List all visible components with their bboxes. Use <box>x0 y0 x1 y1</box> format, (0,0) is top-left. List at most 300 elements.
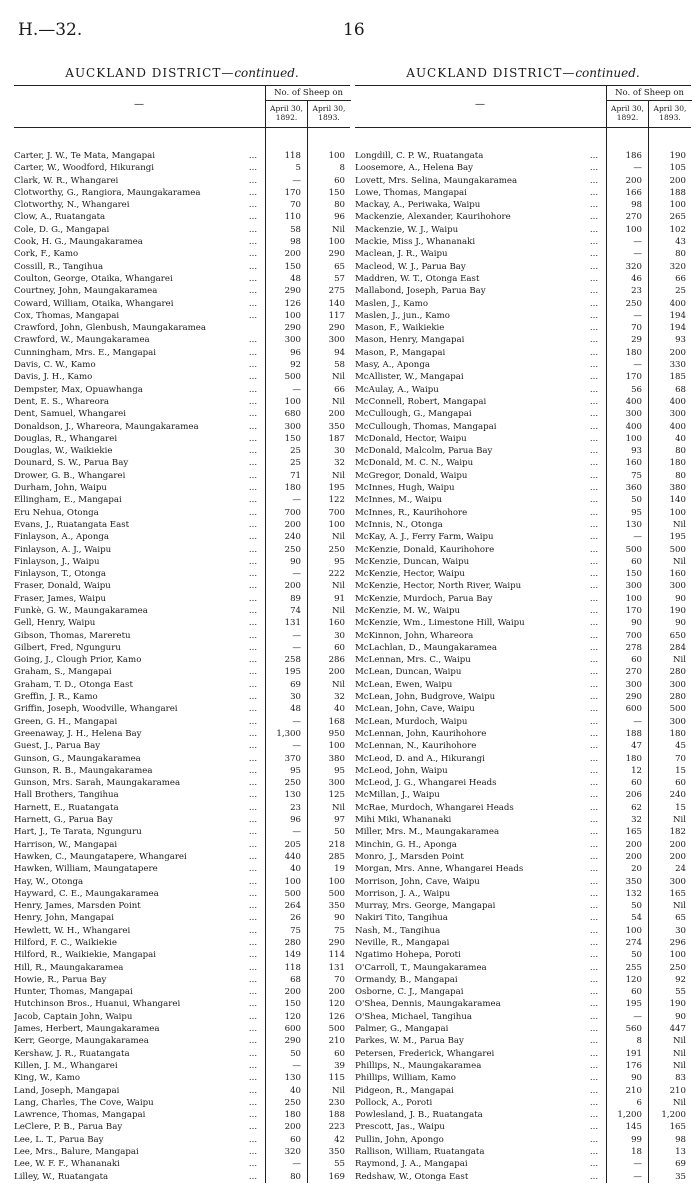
sheep-1893: 100 <box>328 237 345 248</box>
table-row <box>355 900 691 912</box>
leader-dots: ... <box>589 175 599 186</box>
sheep-1892: 200 <box>284 519 301 530</box>
owner-name: Mason, F., Waikiekie <box>355 323 445 334</box>
sheep-1892: 93 <box>631 446 642 457</box>
district-title <box>355 64 691 82</box>
table-row <box>355 248 691 260</box>
sheep-1893: 80 <box>675 446 686 457</box>
table-row <box>355 507 691 519</box>
owner-name: Maddren, W. T., Otonga East <box>355 273 480 284</box>
leader-dots: ... <box>248 974 258 985</box>
leader-dots: ... <box>248 593 258 604</box>
owner-name: Hutchinson Bros., Huanui, Whangarei <box>14 999 181 1010</box>
leader-dots: ... <box>589 679 599 690</box>
sheep-1892: — <box>292 1060 301 1071</box>
sheep-1892: 96 <box>290 815 301 826</box>
sheep-1892: 440 <box>284 851 301 862</box>
table-row <box>355 187 691 199</box>
sheep-1893: 285 <box>328 851 345 862</box>
sheep-1893: Nil <box>672 901 686 912</box>
sheep-1892: — <box>292 1159 301 1170</box>
sheep-1892: 186 <box>625 151 642 161</box>
leader-dots: ... <box>248 237 258 248</box>
owner-name: Harnett, G., Parua Bay <box>14 815 113 826</box>
sheep-1893: 500 <box>669 704 686 715</box>
district-title-suffix: continued. <box>234 66 299 80</box>
owner-name: McLeod, D. and A., Hikurangi <box>355 753 485 764</box>
table-row <box>14 630 350 642</box>
sheep-1892: 200 <box>284 249 301 260</box>
table-row <box>14 1158 350 1170</box>
leader-dots: ... <box>248 1036 258 1047</box>
sheep-1893: 15 <box>675 765 686 776</box>
sheep-1892: 98 <box>631 200 642 211</box>
owner-name: McCullough, G., Mangapai <box>355 409 472 420</box>
sheep-1893: 500 <box>669 544 686 555</box>
leader-dots: ... <box>589 433 599 444</box>
sheep-1892: 300 <box>625 409 642 420</box>
sheep-1892: 191 <box>625 1048 642 1059</box>
table-row <box>14 1023 350 1035</box>
sheep-1892: — <box>292 716 301 727</box>
table-row <box>14 187 350 199</box>
owner-name: Going, J., Clough Prior, Kamo <box>14 655 142 666</box>
sheep-1893: Nil <box>672 1036 686 1047</box>
leader-dots: ... <box>589 692 599 703</box>
sheep-1892: 126 <box>284 298 301 309</box>
sheep-1893: 120 <box>328 999 345 1010</box>
sheep-1892: 200 <box>625 851 642 862</box>
sheep-1892: — <box>633 237 642 248</box>
sheep-1892: 23 <box>290 802 301 813</box>
sheep-1892: 110 <box>284 212 301 223</box>
sheep-1892: 258 <box>284 655 301 666</box>
table-row <box>355 839 691 851</box>
table-row <box>14 162 350 174</box>
table-row <box>14 396 350 408</box>
leader-dots: ... <box>589 815 599 826</box>
sheep-1892: 100 <box>284 876 301 887</box>
sheep-1893: 190 <box>669 151 686 161</box>
table-row <box>14 310 350 322</box>
sheep-1893: Nil <box>331 532 345 543</box>
owner-name: Gunson, Mrs. Sarah, Maungakaramea <box>14 778 181 789</box>
owner-name: Greenaway, J. H., Helena Bay <box>14 728 142 739</box>
owner-name: Cook, H. G., Maungakaramea <box>14 237 143 248</box>
owner-name: Clotworthy, N., Whangarei <box>14 200 130 211</box>
leader-dots: ... <box>589 409 599 420</box>
leader-dots: ... <box>248 802 258 813</box>
sheep-1892: — <box>633 716 642 727</box>
owner-name: LeClere, P. B., Parua Bay <box>14 1122 123 1133</box>
sheep-1893: Nil <box>672 1097 686 1108</box>
leader-dots: ... <box>589 396 599 407</box>
leader-dots: ... <box>589 1073 599 1084</box>
sheep-1892: 290 <box>284 286 301 297</box>
owner-name: Hilford, F. C., Waikiekie <box>14 938 118 948</box>
sheep-1893: 91 <box>334 593 345 604</box>
leader-dots: ... <box>248 396 258 407</box>
sheep-1892: 90 <box>290 556 301 567</box>
leader-dots: ... <box>589 310 599 321</box>
owner-name: Durham, John, Waipu <box>14 483 107 494</box>
sheep-1892: 150 <box>284 999 301 1010</box>
sheep-1893: 24 <box>675 864 686 875</box>
table-row <box>14 1121 350 1133</box>
table-row <box>355 753 691 765</box>
table-row <box>355 322 691 334</box>
sheep-1892: — <box>292 495 301 506</box>
leader-dots: ... <box>248 556 258 567</box>
sheep-1893: 55 <box>675 987 686 998</box>
table-row <box>14 986 350 998</box>
sheep-1893: 102 <box>669 224 686 235</box>
table-row <box>355 199 691 211</box>
sheep-1892: 5 <box>295 163 301 174</box>
leader-dots: ... <box>589 753 599 764</box>
leader-dots: ... <box>248 151 258 161</box>
sheep-1893: 168 <box>328 716 345 727</box>
sheep-1892: 300 <box>284 421 301 432</box>
table-row <box>14 1085 350 1097</box>
table-row <box>355 802 691 814</box>
owner-name: Prescott, Jas., Waipu <box>355 1122 445 1133</box>
owner-name: Lovett, Mrs. Selina, Maungakaramea <box>355 175 518 186</box>
page-number: 16 <box>343 20 365 40</box>
table-row <box>355 433 691 445</box>
table-row <box>355 937 691 949</box>
sheep-1892: — <box>633 1159 642 1170</box>
sheep-1893: 100 <box>328 741 345 752</box>
table-row <box>14 347 350 359</box>
sheep-1892: 48 <box>290 704 301 715</box>
owner-name: Miller, Mrs. M., Maungakaramea <box>355 827 500 838</box>
table-row <box>14 482 350 494</box>
owner-name: Mihi Miki, Whananaki <box>355 815 452 826</box>
leader-dots: ... <box>589 286 599 297</box>
table-row <box>355 691 691 703</box>
sheep-1892: 560 <box>625 1024 642 1035</box>
sheep-1892: 205 <box>284 839 301 850</box>
leader-dots: ... <box>248 815 258 826</box>
sheep-1892: 40 <box>290 1085 301 1096</box>
leader-dots: ... <box>589 655 599 666</box>
sheep-1893: 275 <box>328 286 345 297</box>
table-row <box>355 482 691 494</box>
owner-name: Eru Nehua, Otonga <box>14 507 99 518</box>
leader-dots: ... <box>248 605 258 616</box>
owner-name: Graham, T. D., Otonga East <box>14 679 133 690</box>
leader-dots: ... <box>248 1085 258 1096</box>
sheep-1892: 130 <box>284 790 301 801</box>
table-row <box>14 236 350 248</box>
sheep-1893: 125 <box>328 790 345 801</box>
table-row <box>355 1146 691 1158</box>
sheep-1893: 210 <box>669 1085 686 1096</box>
leader-dots: ... <box>248 360 258 371</box>
owner-name: Carter, J. W., Te Mata, Mangapai <box>14 151 156 161</box>
table-row <box>355 1085 691 1097</box>
sheep-1893: 40 <box>675 433 686 444</box>
table-row <box>14 912 350 924</box>
owner-name: Fraser, James, Waipu <box>14 593 106 604</box>
sheep-1893: 70 <box>675 753 686 764</box>
owner-name: McGregor, Donald, Waipu <box>355 470 468 481</box>
owner-name: Ngatimo Hohepa, Poroti <box>355 950 461 961</box>
sheep-1893: 80 <box>675 470 686 481</box>
leader-dots: ... <box>248 950 258 961</box>
sheep-1892: 180 <box>625 753 642 764</box>
leader-dots: ... <box>248 347 258 358</box>
table-row <box>14 937 350 949</box>
table-row <box>355 519 691 531</box>
owner-name: McDonald, Hector, Waipu <box>355 433 467 444</box>
table-row <box>14 802 350 814</box>
sheep-1892: 118 <box>284 151 301 161</box>
owner-name: Dent, E. S., Whareora <box>14 396 110 407</box>
sheep-1892: 92 <box>290 360 301 371</box>
owner-name: McLean, Murdoch, Waipu <box>355 716 468 727</box>
sheep-1893: 188 <box>669 187 686 198</box>
leader-dots: ... <box>248 938 258 948</box>
leader-dots: ... <box>589 999 599 1010</box>
sheep-1893: 350 <box>328 1147 345 1158</box>
sheep-1893: 300 <box>669 581 686 592</box>
leader-dots: ... <box>589 323 599 334</box>
sheep-1892: 200 <box>625 839 642 850</box>
sheep-1892: 75 <box>290 925 301 936</box>
sheep-1893: 200 <box>669 347 686 358</box>
sheep-1892: 150 <box>625 569 642 580</box>
owner-name: Carter, W., Woodford, Hikurangi <box>14 163 155 174</box>
sheep-1893: 8 <box>339 163 345 174</box>
sheep-1892: 6 <box>636 1097 642 1108</box>
sheep-1892: 130 <box>284 1073 301 1084</box>
table-body <box>14 150 350 1183</box>
sheep-1893: 188 <box>328 1110 345 1121</box>
table-row <box>355 347 691 359</box>
sheep-1892: 165 <box>625 827 642 838</box>
sheep-1893: 57 <box>334 273 345 284</box>
table-row <box>355 826 691 838</box>
year-1893-header: April 30, 1893. <box>307 101 350 127</box>
leader-dots: ... <box>248 888 258 899</box>
owner-name: Land, Joseph, Mangapai <box>14 1085 120 1096</box>
table-row <box>355 925 691 937</box>
leader-dots: ... <box>248 384 258 395</box>
sheep-1892: 1,300 <box>276 728 301 739</box>
year-1892-header: April 30, 1892. <box>265 101 307 127</box>
leader-dots: ... <box>589 618 599 629</box>
sheep-1893: 32 <box>334 692 345 703</box>
leader-dots: ... <box>589 901 599 912</box>
sheep-1893: 140 <box>669 495 686 506</box>
sheep-1893: 90 <box>675 593 686 604</box>
leader-dots: ... <box>589 1011 599 1022</box>
table-row <box>355 1158 691 1170</box>
sheep-1892: 250 <box>284 544 301 555</box>
table-row <box>355 740 691 752</box>
table-row <box>14 949 350 961</box>
leader-dots: ... <box>248 286 258 297</box>
sheep-1892: 290 <box>625 692 642 703</box>
sheep-1892: 130 <box>625 519 642 530</box>
leader-dots: ... <box>589 519 599 530</box>
sheep-1892: 170 <box>284 187 301 198</box>
sheep-1892: 500 <box>284 372 301 383</box>
table-row <box>355 396 691 408</box>
owner-name: Clark, W. R., Whangarei <box>14 175 119 186</box>
sheep-1893: 380 <box>328 753 345 764</box>
sheep-1893: 32 <box>334 458 345 469</box>
owner-name: Mackay, A., Periwaka, Waipu <box>355 200 481 211</box>
sheep-1893: 94 <box>334 347 345 358</box>
leader-dots: ... <box>589 421 599 432</box>
table-row <box>355 728 691 740</box>
sheep-1892: 120 <box>284 1011 301 1022</box>
owner-name: Cox, Thomas, Mangapai <box>14 310 120 321</box>
sheep-1893: 30 <box>334 446 345 457</box>
owner-name: Hill, R., Maungakaramea <box>14 962 124 973</box>
sheep-1892: 47 <box>631 741 642 752</box>
sheep-1892: — <box>633 1171 642 1182</box>
table-row <box>14 433 350 445</box>
sheep-1893: 169 <box>328 1171 345 1182</box>
table-row <box>14 1146 350 1158</box>
sheep-1892: 270 <box>625 212 642 223</box>
sheep-1892: 180 <box>625 347 642 358</box>
sheep-1893: Nil <box>331 470 345 481</box>
leader-dots: ... <box>589 987 599 998</box>
sheep-1892: 255 <box>625 962 642 973</box>
leader-dots: ... <box>248 716 258 727</box>
sheep-1893: 60 <box>675 778 686 789</box>
sheep-1892: 680 <box>284 409 301 420</box>
sheep-1893: 90 <box>675 1011 686 1022</box>
table-row <box>14 273 350 285</box>
table-row <box>355 679 691 691</box>
leader-dots: ... <box>248 569 258 580</box>
leader-dots: ... <box>248 1073 258 1084</box>
sheep-1893: 222 <box>328 569 345 580</box>
leader-dots: ... <box>248 298 258 309</box>
leader-dots: ... <box>248 532 258 543</box>
district-title-suffix: continued. <box>575 66 640 80</box>
sheep-1893: 126 <box>328 1011 345 1022</box>
leader-dots: ... <box>589 298 599 309</box>
page-header <box>0 20 700 44</box>
leader-dots: ... <box>248 728 258 739</box>
sheep-1893: 700 <box>328 507 345 518</box>
table-row <box>14 716 350 728</box>
table-row <box>14 777 350 789</box>
sheep-1892: 100 <box>625 925 642 936</box>
leader-dots: ... <box>589 876 599 887</box>
owner-name: Funkè, G. W., Maungakaramea <box>14 605 148 616</box>
leader-dots: ... <box>589 667 599 678</box>
sheep-1893: 400 <box>669 396 686 407</box>
owner-name: Kershaw, J. R., Ruatangata <box>14 1048 130 1059</box>
sheep-1892: 30 <box>290 692 301 703</box>
owner-name: Harnett, E., Ruatangata <box>14 802 119 813</box>
table-row <box>355 888 691 900</box>
leader-dots: ... <box>589 974 599 985</box>
table-row <box>14 789 350 801</box>
owner-name: Parkes, W. M., Parua Bay <box>355 1036 464 1047</box>
sheep-1892: 75 <box>631 470 642 481</box>
table-row <box>14 544 350 556</box>
table-row <box>355 666 691 678</box>
sheep-1893: 286 <box>328 655 345 666</box>
table-row <box>355 605 691 617</box>
owner-name: Davis, C. W., Kamo <box>14 360 96 371</box>
table-row <box>14 507 350 519</box>
sheep-1893: 100 <box>669 507 686 518</box>
table-row <box>355 261 691 273</box>
leader-dots: ... <box>589 360 599 371</box>
sheep-1892: — <box>292 175 301 186</box>
sheep-1892: 250 <box>284 778 301 789</box>
table-row <box>355 310 691 322</box>
owner-name: Finlayson, A. J., Waipu <box>14 544 112 555</box>
owner-name: Murray, Mrs. George, Mangapai <box>355 901 496 912</box>
sheep-1893: 380 <box>669 483 686 494</box>
owner-name: Cole, D. G., Mangapai <box>14 224 110 235</box>
owner-name: Ormandy, B., Mangapai <box>355 974 458 985</box>
sheep-1893: 265 <box>669 212 686 223</box>
sheep-1893: 60 <box>334 175 345 186</box>
leader-dots: ... <box>248 1097 258 1108</box>
sheep-1892: 264 <box>284 901 301 912</box>
sheep-1892: 100 <box>284 396 301 407</box>
sheep-1893: 230 <box>328 1097 345 1108</box>
sheep-1893: 69 <box>675 1159 686 1170</box>
sheep-1893: Nil <box>331 1085 345 1096</box>
sheep-1893: 185 <box>669 372 686 383</box>
table-row <box>14 753 350 765</box>
table-row <box>14 1048 350 1060</box>
owner-name: Ellingham, E., Mangapai <box>14 495 122 506</box>
sheep-1892: 160 <box>625 458 642 469</box>
owner-name: Lawrence, Thomas, Mangapai <box>14 1110 146 1121</box>
table-row <box>14 679 350 691</box>
sheep-1893: 140 <box>328 298 345 309</box>
table-row <box>14 371 350 383</box>
owner-name: Hayward, C. E., Maungakaramea <box>14 888 159 899</box>
table-row <box>14 199 350 211</box>
table-row <box>14 568 350 580</box>
leader-dots: ... <box>589 1134 599 1145</box>
table-row <box>14 1171 350 1183</box>
owner-name: McDonald, M. C. N., Waipu <box>355 458 474 469</box>
sheep-1892: 60 <box>631 778 642 789</box>
table-row <box>14 998 350 1010</box>
sheep-1892: — <box>292 630 301 641</box>
sheep-1893: 200 <box>328 667 345 678</box>
sheep-1893: 131 <box>328 962 345 973</box>
owner-name: Lilley, W., Ruatangata <box>14 1171 109 1182</box>
owner-name: Evans, J., Ruatangata East <box>14 519 130 530</box>
sheep-1893: 15 <box>675 802 686 813</box>
owner-name: Macleod, W. J., Parua Bay <box>355 261 466 272</box>
table-row <box>14 851 350 863</box>
table-row <box>14 359 350 371</box>
table-row <box>355 617 691 629</box>
table-row <box>355 789 691 801</box>
table-row <box>14 248 350 260</box>
owner-name: Maslen, J., Kamo <box>355 298 429 309</box>
table-row <box>14 962 350 974</box>
